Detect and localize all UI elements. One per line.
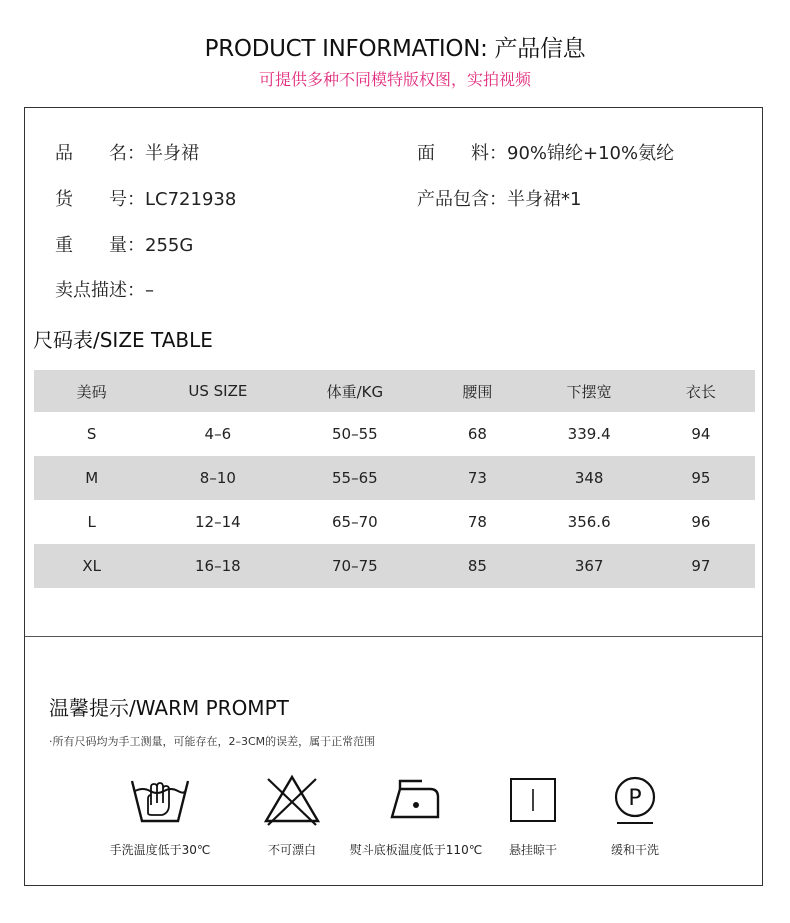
- dry-clean-p-icon: [605, 773, 665, 827]
- table-cell: M: [85, 469, 99, 487]
- table-header-cell: 下摆宽: [566, 382, 612, 401]
- info-package-value: 半身裙*1: [507, 189, 582, 210]
- table-cell: 16–18: [195, 557, 241, 575]
- care-hand-wash: [105, 773, 215, 858]
- care-label: 悬挂晾干: [508, 843, 557, 857]
- table-cell: 348: [574, 469, 604, 487]
- measurement-note: ·所有尺码均为手工测量，可能存在，2–3CM的误差，属于正常范围: [49, 735, 376, 748]
- table-header-cell: 体重/KG: [326, 382, 384, 401]
- care-label: 缓和干洗: [610, 843, 659, 857]
- table-header-cell: 衣长: [685, 382, 716, 401]
- table-cell: 4–6: [204, 425, 232, 443]
- iron-low-icon: [386, 773, 446, 827]
- table-cell: 8–10: [199, 469, 236, 487]
- table-cell: 339.4: [567, 425, 611, 443]
- info-weight-value: 255G: [145, 235, 194, 256]
- info-fabric-value: 90%锦纶+10%氨纶: [507, 143, 675, 164]
- size-table: [34, 370, 755, 588]
- table-cell: 97: [691, 557, 711, 575]
- table-cell: 367: [574, 557, 604, 575]
- table-cell: 73: [467, 469, 487, 487]
- hang-dry-icon: [503, 773, 563, 827]
- section-divider: [25, 636, 762, 637]
- care-label: 不可漂白: [267, 843, 316, 857]
- table-row: [34, 500, 755, 544]
- table-cell: 68: [467, 425, 487, 443]
- table-cell: 356.6: [567, 513, 611, 531]
- info-package: [417, 185, 581, 211]
- warm-prompt-heading: 温馨提示/WARM PROMPT: [49, 696, 289, 720]
- table-header-cell: US SIZE: [188, 382, 248, 400]
- page-title: PRODUCT INFORMATION: 产品信息: [204, 36, 586, 62]
- table-cell: XL: [82, 557, 101, 575]
- info-weight: [55, 231, 193, 257]
- product-info-panel: [24, 107, 763, 886]
- info-name-label: 品 名：: [55, 143, 145, 164]
- table-header-cell: 美码: [76, 382, 107, 401]
- table-cell: 70–75: [331, 557, 378, 575]
- table-row: [34, 412, 755, 456]
- hand-wash-icon: [128, 773, 192, 827]
- table-row: [34, 456, 755, 500]
- page-subtitle: 可提供多种不同模特版权图，实拍视频: [258, 70, 531, 89]
- info-selling-label: 卖点描述：: [55, 280, 145, 301]
- care-dry-clean: [589, 773, 681, 858]
- table-cell: 95: [691, 469, 711, 487]
- table-cell: 78: [467, 513, 487, 531]
- table-header-cell: 腰围: [462, 382, 493, 401]
- info-selling-value: –: [145, 280, 154, 301]
- care-no-bleach: [237, 773, 347, 858]
- info-name-value: 半身裙: [145, 143, 199, 164]
- info-name: [55, 139, 199, 165]
- care-label: 熨斗底板温度低于110℃: [349, 843, 483, 857]
- no-bleach-icon: [262, 773, 322, 827]
- care-label: 手洗温度低于30℃: [109, 843, 211, 857]
- table-row: [34, 544, 755, 588]
- size-table-heading: 尺码表/SIZE TABLE: [33, 328, 213, 352]
- info-sku-label: 货 号：: [55, 189, 145, 210]
- table-cell: 55–65: [331, 469, 378, 487]
- info-package-label: 产品包含：: [417, 189, 507, 210]
- table-cell: 12–14: [195, 513, 241, 531]
- table-cell: S: [86, 425, 97, 443]
- care-iron: [343, 773, 489, 858]
- info-sku: [55, 185, 236, 211]
- info-weight-label: 重 量：: [55, 235, 145, 256]
- table-cell: 50–55: [331, 425, 378, 443]
- info-fabric: [417, 139, 674, 165]
- care-hang-dry: [481, 773, 585, 858]
- info-fabric-label: 面 料：: [417, 143, 507, 164]
- table-header-row: [34, 370, 755, 412]
- table-cell: 85: [467, 557, 487, 575]
- info-selling: [55, 276, 154, 302]
- table-cell: 94: [691, 425, 711, 443]
- table-cell: L: [87, 513, 96, 531]
- svg-text:P: P: [628, 786, 642, 811]
- table-cell: 96: [691, 513, 711, 531]
- info-sku-value: LC721938: [145, 189, 237, 210]
- table-cell: 65–70: [331, 513, 378, 531]
